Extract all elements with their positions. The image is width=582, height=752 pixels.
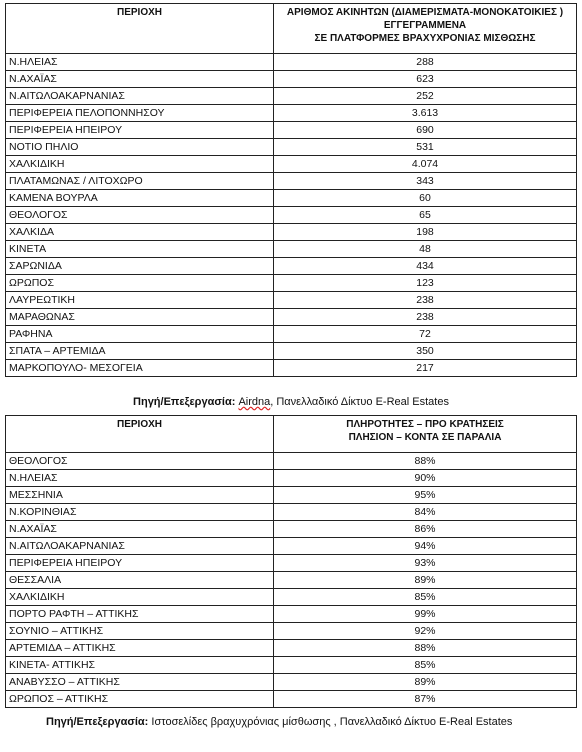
source-name: Airdna <box>238 396 271 408</box>
region-cell: ΜΑΡΑΘΩΝΑΣ <box>6 309 274 326</box>
region-cell: ΣΠΑΤΑ – ΑΡΤΕΜΙΔΑ <box>6 343 274 360</box>
table-row <box>6 360 577 377</box>
region-column-header: ΠΕΡΙΟΧΗ <box>6 4 274 54</box>
value-cell: 87% <box>274 691 577 708</box>
header-line: ΠΛΗΣΙΟΝ – ΚΟΝΤΑ ΣΕ ΠΑΡΑΛΙΑ <box>348 432 502 443</box>
value-cell: 84% <box>274 504 577 521</box>
value-cell: 65 <box>274 207 577 224</box>
value-cell: 85% <box>274 589 577 606</box>
value-cell: 217 <box>274 360 577 377</box>
region-cell: ΘΕΣΣΑΛΙΑ <box>6 572 274 589</box>
region-cell: ΚΙΝΕΤΑ- ΑΤΤΙΚΗΣ <box>6 657 274 674</box>
table-row <box>6 241 577 258</box>
value-cell: 123 <box>274 275 577 292</box>
table-row <box>6 470 577 487</box>
table-row <box>6 623 577 640</box>
short-term-listings-table <box>5 3 577 377</box>
value-cell: 288 <box>274 54 577 71</box>
table-row <box>6 343 577 360</box>
value-cell: 350 <box>274 343 577 360</box>
source-label: Πηγή/Επεξεργασία: <box>46 716 149 728</box>
region-cell: ΣΑΡΩΝΙΔΑ <box>6 258 274 275</box>
table-row <box>6 156 577 173</box>
occupancy-table <box>5 415 577 708</box>
value-cell: 95% <box>274 487 577 504</box>
table-row <box>6 54 577 71</box>
table-row <box>6 674 577 691</box>
occupancy-column-header <box>274 416 577 453</box>
table-row <box>6 139 577 156</box>
table-body <box>6 54 577 377</box>
value-cell: 72 <box>274 326 577 343</box>
table-row <box>6 555 577 572</box>
table-row <box>6 224 577 241</box>
region-cell: ΩΡΩΠΟΣ – ΑΤΤΙΚΗΣ <box>6 691 274 708</box>
region-cell: Ν.ΑΙΤΩΛΟΑΚΑΡΝΑΝΙΑΣ <box>6 538 274 555</box>
header-line: ΣΕ ΠΛΑΤΦΟΡΜΕΣ ΒΡΑΧΥΧΡΟΝΙΑΣ ΜΙΣΘΩΣΗΣ <box>314 33 536 44</box>
region-cell: ΝΟΤΙΟ ΠΗΛΙΟ <box>6 139 274 156</box>
table-row <box>6 606 577 623</box>
value-cell: 198 <box>274 224 577 241</box>
table-row <box>6 640 577 657</box>
table-row <box>6 487 577 504</box>
value-cell: 252 <box>274 88 577 105</box>
table-row <box>6 105 577 122</box>
value-cell: 90% <box>274 470 577 487</box>
region-cell: ΘΕΟΛΟΓΟΣ <box>6 207 274 224</box>
table-row <box>6 88 577 105</box>
value-cell: 434 <box>274 258 577 275</box>
value-cell: 48 <box>274 241 577 258</box>
region-cell: ΠΕΡΙΦΕΡΕΙΑ ΗΠΕΙΡΟΥ <box>6 122 274 139</box>
header-line: ΠΛΗΡΟΤΗΤΕΣ – ΠΡΟ ΚΡΑΤΗΣΕΙΣ <box>346 419 504 430</box>
value-cell: 623 <box>274 71 577 88</box>
region-cell: ΧΑΛΚΙΔΙΚΗ <box>6 589 274 606</box>
value-cell: 238 <box>274 292 577 309</box>
source-wrap <box>46 715 536 729</box>
region-cell: ΚΑΜΕΝΑ ΒΟΥΡΛΑ <box>6 190 274 207</box>
table-row <box>6 190 577 207</box>
value-cell: 88% <box>274 640 577 657</box>
table-row <box>6 538 577 555</box>
region-cell: ΠΕΡΙΦΕΡΕΙΑ ΠΕΛΟΠΟΝΝΗΣΟΥ <box>6 105 274 122</box>
table-row <box>6 292 577 309</box>
value-cell: 60 <box>274 190 577 207</box>
region-cell: ΑΡΤΕΜΙΔΑ – ΑΤΤΙΚΗΣ <box>6 640 274 657</box>
table-row <box>6 657 577 674</box>
value-cell: 238 <box>274 309 577 326</box>
table-header-row <box>6 4 577 54</box>
source-label: Πηγή/Επεξεργασία: <box>133 396 236 408</box>
header-line: ΕΓΓΕΓΡΑΜΜΕΝΑ <box>383 20 467 31</box>
value-cell: 4.074 <box>274 156 577 173</box>
table-row <box>6 207 577 224</box>
header-line: ΑΡΙΘΜΟΣ ΑΚΙΝΗΤΩΝ (ΔΙΑΜΕΡΙΣΜΑΤΑ-ΜΟΝΟΚΑΤΟΙΚΙΕΣ ) <box>286 7 564 18</box>
region-cell: ΡΑΦΗΝΑ <box>6 326 274 343</box>
value-cell: 89% <box>274 674 577 691</box>
value-cell: 92% <box>274 623 577 640</box>
table-row <box>6 309 577 326</box>
source-rest: , Πανελλαδικό Δίκτυο E-Real Estates <box>270 396 449 408</box>
table-header-row <box>6 416 577 453</box>
region-cell: ΩΡΩΠΟΣ <box>6 275 274 292</box>
table-row <box>6 691 577 708</box>
value-cell: 99% <box>274 606 577 623</box>
region-cell: ΑΝΑΒΥΣΣΟ – ΑΤΤΙΚΗΣ <box>6 674 274 691</box>
table-row <box>6 504 577 521</box>
table-row <box>6 453 577 470</box>
table-row <box>6 122 577 139</box>
region-cell: Ν.ΚΟΡΙΝΘΙΑΣ <box>6 504 274 521</box>
region-cell: ΘΕΟΛΟΓΟΣ <box>6 453 274 470</box>
region-column-header: ΠΕΡΙΟΧΗ <box>6 416 274 453</box>
value-cell: 93% <box>274 555 577 572</box>
value-cell: 89% <box>274 572 577 589</box>
region-cell: ΛΑΥΡΕΩΤΙΚΗ <box>6 292 274 309</box>
table-row <box>6 71 577 88</box>
region-cell: Ν.ΗΛΕΙΑΣ <box>6 54 274 71</box>
source-text: Ιστοσελίδες βραχυχρόνιας μίσθωσης , Πανελλαδικό Δίκτυο E-Real Estates <box>148 716 513 728</box>
source-note-2 <box>0 715 582 729</box>
value-cell: 3.613 <box>274 105 577 122</box>
region-cell: ΠΟΡΤΟ ΡΑΦΤΗ – ΑΤΤΙΚΗΣ <box>6 606 274 623</box>
value-cell: 690 <box>274 122 577 139</box>
region-cell: Ν.ΗΛΕΙΑΣ <box>6 470 274 487</box>
table-row <box>6 521 577 538</box>
value-cell: 94% <box>274 538 577 555</box>
region-cell: ΠΛΑΤΑΜΩΝΑΣ / ΛΙΤΟΧΩΡΟ <box>6 173 274 190</box>
region-cell: ΧΑΛΚΙΔΙΚΗ <box>6 156 274 173</box>
region-cell: Ν.ΑΧΑΪΑΣ <box>6 521 274 538</box>
region-cell: Ν.ΑΧΑΪΑΣ <box>6 71 274 88</box>
region-cell: ΧΑΛΚΙΔΑ <box>6 224 274 241</box>
table-body <box>6 453 577 708</box>
region-cell: ΜΑΡΚΟΠΟΥΛΟ- ΜΕΣΟΓΕΙΑ <box>6 360 274 377</box>
table-row <box>6 589 577 606</box>
table-row <box>6 326 577 343</box>
region-cell: Ν.ΑΙΤΩΛΟΑΚΑΡΝΑΝΙΑΣ <box>6 88 274 105</box>
value-cell: 86% <box>274 521 577 538</box>
region-cell: ΜΕΣΣΗΝΙΑ <box>6 487 274 504</box>
value-cell: 85% <box>274 657 577 674</box>
table-row <box>6 258 577 275</box>
value-cell: 531 <box>274 139 577 156</box>
value-cell: 88% <box>274 453 577 470</box>
table-row <box>6 275 577 292</box>
region-cell: ΚΙΝΕΤΑ <box>6 241 274 258</box>
listings-count-column-header <box>274 4 577 54</box>
table-row <box>6 572 577 589</box>
table-row <box>6 173 577 190</box>
region-cell: ΠΕΡΙΦΕΡΕΙΑ ΗΠΕΙΡΟΥ <box>6 555 274 572</box>
source-note-1 <box>0 395 582 409</box>
value-cell: 343 <box>274 173 577 190</box>
region-cell: ΣΟΥΝΙΟ – ΑΤΤΙΚΗΣ <box>6 623 274 640</box>
